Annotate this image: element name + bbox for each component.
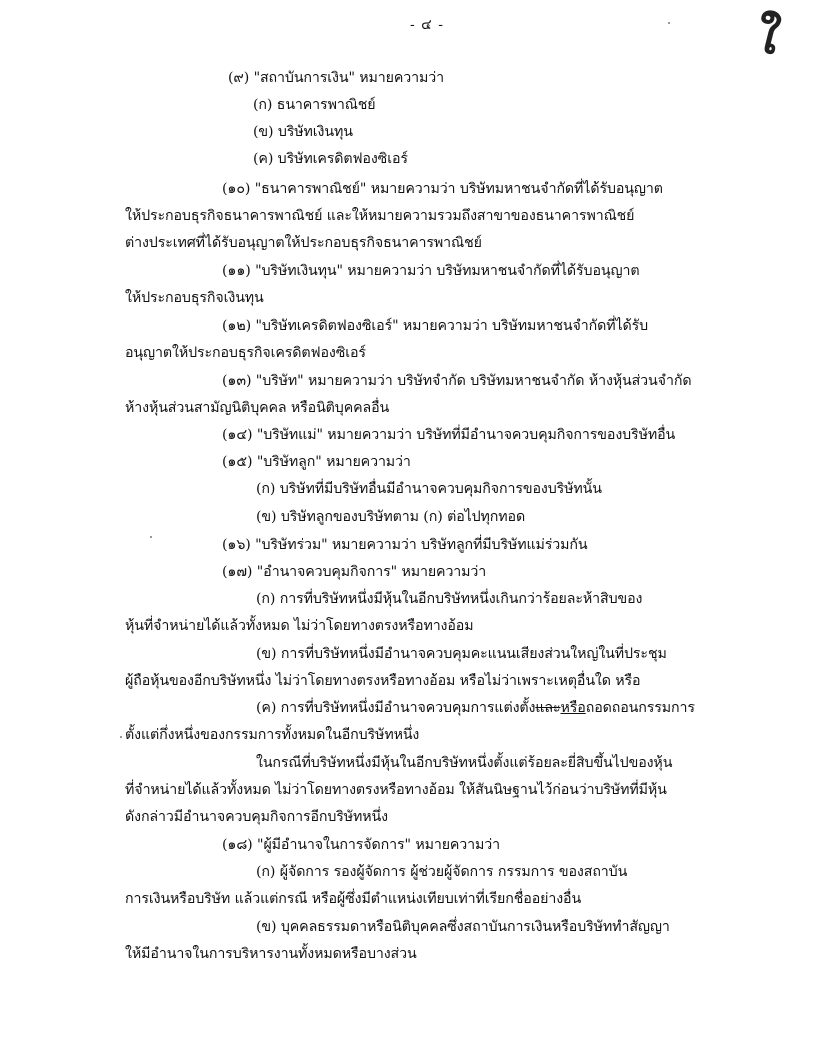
inserted-text: หรือ — [560, 700, 586, 716]
text-line: ต่างประเทศที่ได้รับอนุญาตให้ประกอบธุรกิจธนาคารพาณิชย์ — [125, 235, 482, 251]
text-line: ในกรณีที่บริษัทหนึ่งมีหุ้นในอีกบริษัทหนึ่งตั้งแต่ร้อยละยี่สิบขึ้นไปของหุ้น — [256, 755, 673, 771]
scan-speck — [668, 22, 670, 24]
text-line: (ค) บริษัทเครดิตฟองซิเอร์ — [253, 151, 408, 167]
text-line: (๑๔) "บริษัทแม่" หมายความว่า บริษัทที่มีอำนาจควบคุมกิจการของบริษัทอื่น — [222, 427, 676, 443]
text-line: ดังกล่าวมีอำนาจควบคุมกิจการอีกบริษัทหนึ่ง — [125, 809, 388, 825]
text-line: การเงินหรือบริษัท แล้วแต่กรณี หรือผู้ซึ่งมีตำแหน่งเทียบเท่าที่เรียกชื่ออย่างอื่น — [125, 891, 582, 907]
text-line: (ก) บริษัทที่มีบริษัทอื่นมีอำนาจควบคุมกิจการของบริษัทนั้น — [256, 481, 602, 497]
text-line: ให้มีอำนาจในการบริหารงานทั้งหมดหรือบางส่วน — [125, 946, 417, 962]
text-line: (๑๓) "บริษัท" หมายความว่า บริษัทจำกัด บริษัทมหาชนจำกัด ห้างหุ้นส่วนจำกัด — [222, 373, 692, 389]
text-line: (ข) บริษัทลูกของบริษัทตาม (ก) ต่อไปทุกทอด — [256, 509, 526, 525]
edited-line-after: ถอดถอนกรรมการ — [585, 700, 695, 716]
text-line: ให้ประกอบธุรกิจเงินทุน — [125, 290, 264, 306]
text-line: (ข) บุคคลธรรมดาหรือนิติบุคคลซึ่งสถาบันการเงินหรือบริษัททำสัญญา — [256, 919, 670, 935]
text-line: (๑๕) "บริษัทลูก" หมายความว่า — [222, 454, 411, 470]
text-line: ห้างหุ้นส่วนสามัญนิติบุคคล หรือนิติบุคคลอื่น — [125, 400, 390, 416]
handwritten-mark: ใ — [749, 7, 785, 65]
text-line: (ข) บริษัทเงินทุน — [253, 124, 353, 140]
text-line: (ข) การที่บริษัทหนึ่งมีอำนาจควบคุมคะแนนเสียงส่วนใหญ่ในที่ประชุม — [256, 646, 667, 662]
text-line: ผู้ถือหุ้นของอีกบริษัทหนึ่ง ไม่ว่าโดยทางตรงหรือทางอ้อม หรือไม่ว่าเพราะเหตุอื่นใด หรือ — [125, 673, 641, 689]
text-line: (ก) ธนาคารพาณิชย์ — [253, 97, 376, 113]
text-line: (๙) "สถาบันการเงิน" หมายความว่า — [228, 70, 444, 86]
text-line: ที่จำหน่ายได้แล้วทั้งหมด ไม่ว่าโดยทางตรงหรือทางอ้อม ให้สันนิษฐานไว้ก่อนว่าบริษัทที่มีหุ้น — [125, 782, 667, 798]
edited-line-before: (ค) การที่บริษัทหนึ่งมีอำนาจควบคุมการแต่งตั้ง — [256, 700, 536, 716]
text-line: (๑๐) "ธนาคารพาณิชย์" หมายความว่า บริษัทมหาชนจำกัดที่ได้รับอนุญาต — [222, 181, 663, 197]
text-line: (ก) การที่บริษัทหนึ่งมีหุ้นในอีกบริษัทหนึ่งเกินกว่าร้อยละห้าสิบของ — [256, 591, 643, 607]
text-line: หุ้นที่จำหน่ายได้แล้วทั้งหมด ไม่ว่าโดยทางตรงหรือทางอ้อม — [125, 618, 474, 634]
text-line: (๑๖) "บริษัทร่วม" หมายความว่า บริษัทลูกที่มีบริษัทแม่ร่วมกัน — [222, 537, 588, 553]
text-line: (๑๘) "ผู้มีอำนาจในการจัดการ" หมายความว่า — [222, 837, 501, 853]
text-line: ให้ประกอบธุรกิจธนาคารพาณิชย์ และให้หมายความรวมถึงสาขาของธนาคารพาณิชย์ — [125, 208, 635, 224]
text-line: (ก) ผู้จัดการ รองผู้จัดการ ผู้ช่วยผู้จัดการ กรรมการ ของสถาบัน — [256, 864, 628, 880]
edited-text-line — [256, 699, 695, 717]
page-number: - ๔ - — [410, 17, 444, 33]
struck-out-text: และ — [535, 700, 561, 716]
scan-speck — [150, 536, 152, 538]
text-line: (๑๗) "อำนาจควบคุมกิจการ" หมายความว่า — [222, 564, 487, 580]
text-line: (๑๑) "บริษัทเงินทุน" หมายความว่า บริษัทมหาชนจำกัดที่ได้รับอนุญาต — [222, 263, 640, 279]
text-line: (๑๒) "บริษัทเครดิตฟองซิเอร์" หมายความว่า บริษัทมหาชนจำกัดที่ได้รับ — [222, 318, 649, 334]
scan-speck — [120, 736, 122, 738]
text-line: อนุญาตให้ประกอบธุรกิจเครดิตฟองซิเอร์ — [125, 345, 366, 361]
text-line: ตั้งแต่กึ่งหนึ่งของกรรมการทั้งหมดในอีกบริษัทหนึ่ง — [125, 727, 420, 743]
